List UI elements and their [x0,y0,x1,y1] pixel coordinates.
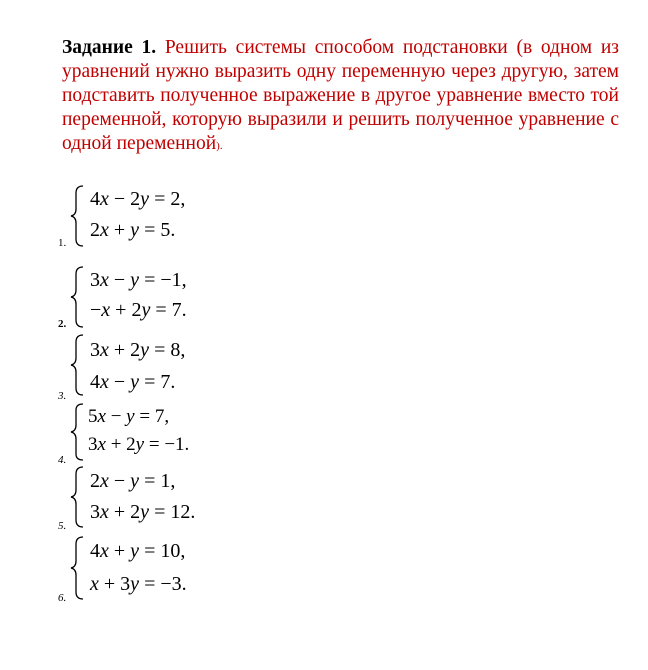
equation-1: 3x + 2y = 8, [90,339,186,361]
left-brace-icon [69,184,85,248]
system-number: 6. [58,592,67,604]
equation-system-2 [58,265,318,335]
task-label: Задание 1. [62,37,157,58]
equation-system-6 [58,535,318,605]
left-brace-icon [69,265,85,329]
equation-2: 3x + 2y = 12. [90,501,196,523]
left-brace-icon [69,402,85,462]
equation-1: 5x − y = 7, [88,406,170,427]
system-number: 5. [58,520,67,532]
task-closing: ). [216,140,223,152]
equation-1: 2x − y = 1, [90,470,176,492]
equation-2: x + 3y = −3. [90,573,187,595]
equation-2: 4x − y = 7. [90,371,176,393]
system-number: 3. [58,390,67,402]
left-brace-icon [69,465,85,529]
left-brace-icon [69,535,85,601]
system-number: 4. [58,454,67,466]
equation-system-1 [58,184,318,254]
system-number: 1. [58,237,67,249]
task-paragraph [62,36,619,158]
equation-2: −x + 2y = 7. [90,299,187,321]
equation-1: 4x + y = 10, [90,540,186,562]
equation-system-4 [58,402,318,472]
system-number: 2. [58,318,67,330]
equation-1: 3x − y = −1, [90,269,187,291]
equation-system-5 [58,465,318,535]
equation-2: 3x + 2y = −1. [88,434,190,455]
equation-system-3 [58,333,318,403]
left-brace-icon [69,333,85,397]
task-text: Решить системы способом подстановки (в одном из уравнений нужно выразить одну переменную через другую, затем подставить полученное выражение в другое уравнение вместо той переменной, которую выразили и решить полученное уравнение с одной переменной [62,37,619,154]
equation-1: 4x − 2y = 2, [90,188,186,210]
equation-2: 2x + y = 5. [90,219,176,241]
